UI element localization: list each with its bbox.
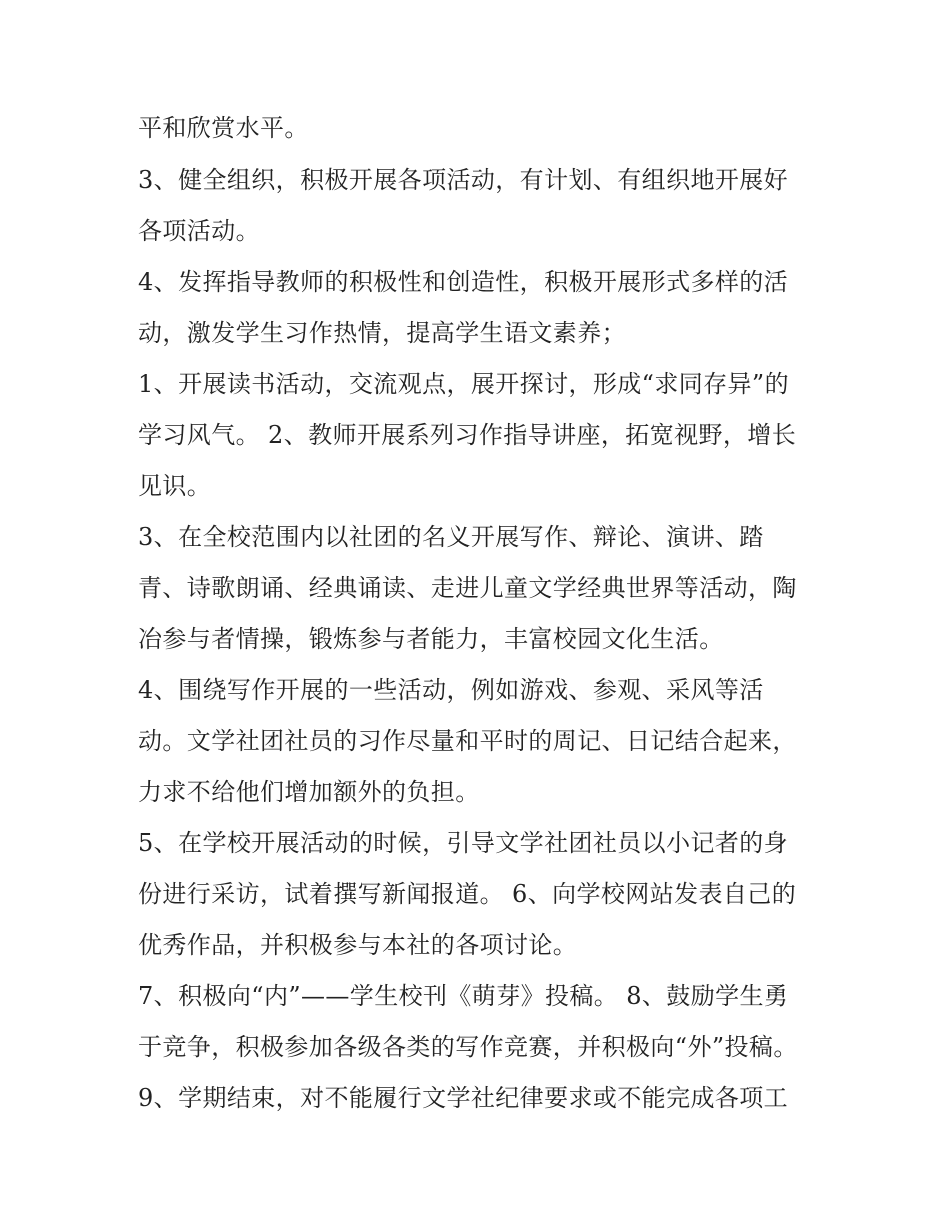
text-line: 学习风气。 2、教师开展系列习作指导讲座，拓宽视野，增长 xyxy=(138,421,797,449)
text-line: 4、发挥指导教师的积极性和创造性，积极开展形式多样的活 xyxy=(138,268,789,296)
text-line: 9、学期结束，对不能履行文学社纪律要求或不能完成各项工 xyxy=(138,1084,789,1112)
text-line: 优秀作品，并积极参与本社的各项讨论。 xyxy=(138,931,578,959)
text-line: 见识。 xyxy=(138,472,212,500)
text-line: 份进行采访，试着撰写新闻报道。 6、向学校网站发表自己的 xyxy=(138,880,797,908)
text-line: 4、围绕写作开展的一些活动，例如游戏、参观、采风等活 xyxy=(138,676,764,704)
text-line: 7、积极向“内”——学生校刊《萌芽》投稿。 8、鼓励学生勇 xyxy=(138,982,789,1010)
text-line: 3、在全校范围内以社团的名义开展写作、辩论、演讲、踏 xyxy=(138,523,764,551)
text-line: 5、在学校开展活动的时候，引导文学社团社员以小记者的身 xyxy=(138,829,789,857)
text-line: 青、诗歌朗诵、经典诵读、走进儿童文学经典世界等活动，陶 xyxy=(138,574,797,602)
text-line: 力求不给他们增加额外的负担。 xyxy=(138,778,480,806)
text-line: 1、开展读书活动，交流观点，展开探讨，形成“求同存异”的 xyxy=(138,370,790,398)
text-line: 冶参与者情操，锻炼参与者能力，丰富校园文化生活。 xyxy=(138,625,724,653)
text-line: 动，激发学生习作热情，提高学生语文素养； xyxy=(138,319,626,347)
text-line: 3、健全组织，积极开展各项活动，有计划、有组织地开展好 xyxy=(138,166,789,194)
text-line: 平和欣赏水平。 xyxy=(138,114,309,142)
text-line: 于竞争，积极参加各级各类的写作竞赛，并积极向“外”投稿。 xyxy=(138,1033,798,1061)
text-line: 各项活动。 xyxy=(138,217,260,245)
text-line: 动。文学社团社员的习作尽量和平时的周记、日记结合起来， xyxy=(138,727,797,755)
